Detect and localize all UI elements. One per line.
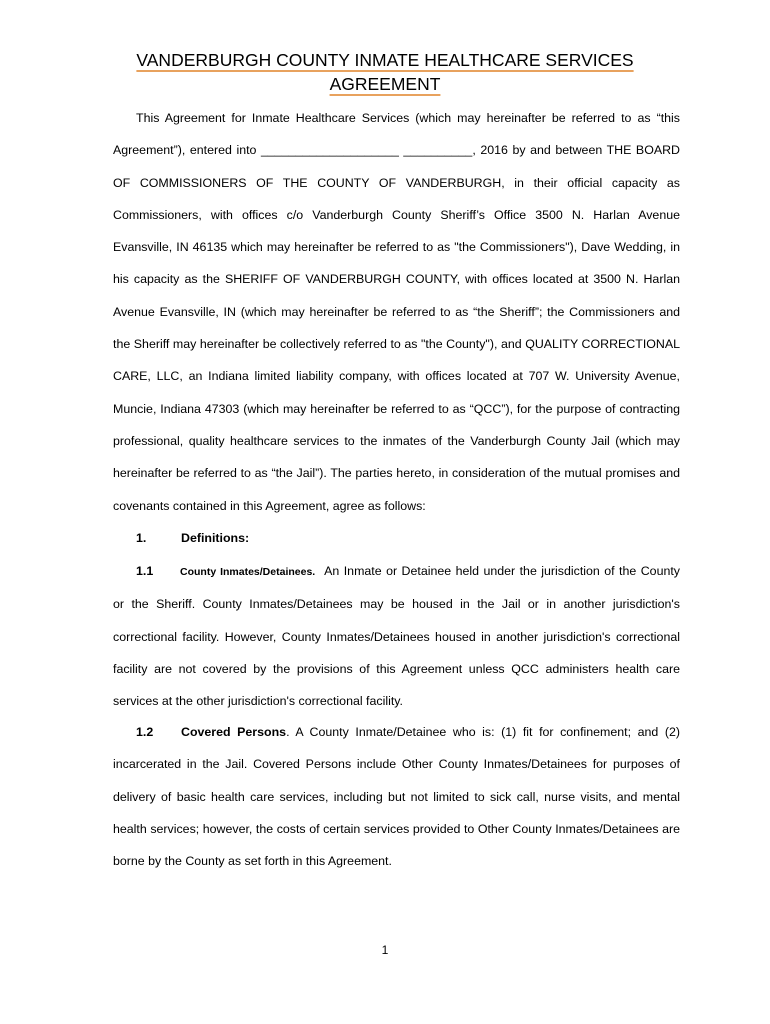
section-1-1-number: 1.1 xyxy=(136,564,154,578)
page-number: 1 xyxy=(381,943,389,957)
intro-paragraph: This Agreement for Inmate Healthcare Services (which may hereinafter be referred to as “this Agreement”), entered into ____________________ __________, 2016 by and between THE BOARD OF COMMISSIONERS OF THE COUNTY OF VANDERBURGH, in their official capacity as Commissioners, with offices c/o Vanderburgh County Sheriff’s Office 3500 N. Harlan Avenue Evansville, IN 46135 which may hereinafter be referred to as "the Commissioners"), Dave Wedding, in his capacity as the SHERIFF OF VANDERBURGH COUNTY, with offices located at 3500 N. Harlan Avenue Evansville, IN (which may hereinafter be referred to as “the Sheriff”; the Commissioners and the Sheriff may hereinafter be collectively referred to as "the County"), and QUALITY CORRECTIONAL CARE, LLC, an Indiana limited liability company, with offices located at 707 W. University Avenue, Muncie, Indiana 47303 (which may hereinafter be referred to as “QCC”), for the purpose of contracting professional, quality healthcare services to the inmates of the Vanderburgh County Jail (which may hereinafter be referred to as “the Jail”). The parties hereto, in consideration of the mutual promises and covenants contained in this Agreement, agree as follows: xyxy=(113,111,680,513)
document-title-line-2: AGREEMENT xyxy=(329,74,441,94)
section-1-2-term: Covered Persons xyxy=(181,725,287,739)
section-1-label: Definitions: xyxy=(181,531,250,545)
section-1-number: 1. xyxy=(136,531,147,545)
section-1-1-term: County Inmates/Detainees. xyxy=(180,566,316,578)
section-1-1-paragraph xyxy=(113,555,680,717)
document-title-line-1: VANDERBURGH COUNTY INMATE HEALTHCARE SERVICES xyxy=(136,50,634,70)
section-1-2-text: . A County Inmate/Detainee who is: (1) fit for confinement; and (2) incarcerated in the Jail. Covered Persons include Other County Inmates/Detainees for purposes of delivery of basic health care services, including but not limited to sick call, nurse visits, and mental health services; however, the costs of certain services provided to Other County Inmates/Detainees are borne by the County as set forth in this Agreement. xyxy=(113,725,681,869)
section-1-2-number: 1.2 xyxy=(136,725,154,739)
section-1-2-paragraph xyxy=(113,716,680,877)
section-1-1-text: An Inmate or Detainee held under the jurisdiction of the County or the Sheriff. County Inmates/Detainees may be housed in the Jail or in another jurisdiction's correctional facility. However, County Inmates/Detainees housed in another jurisdiction's correctional facility are not covered by the provisions of this Agreement unless QCC administers health care services at the other jurisdiction's correctional facility. xyxy=(113,564,680,709)
section-1-heading xyxy=(136,522,250,554)
